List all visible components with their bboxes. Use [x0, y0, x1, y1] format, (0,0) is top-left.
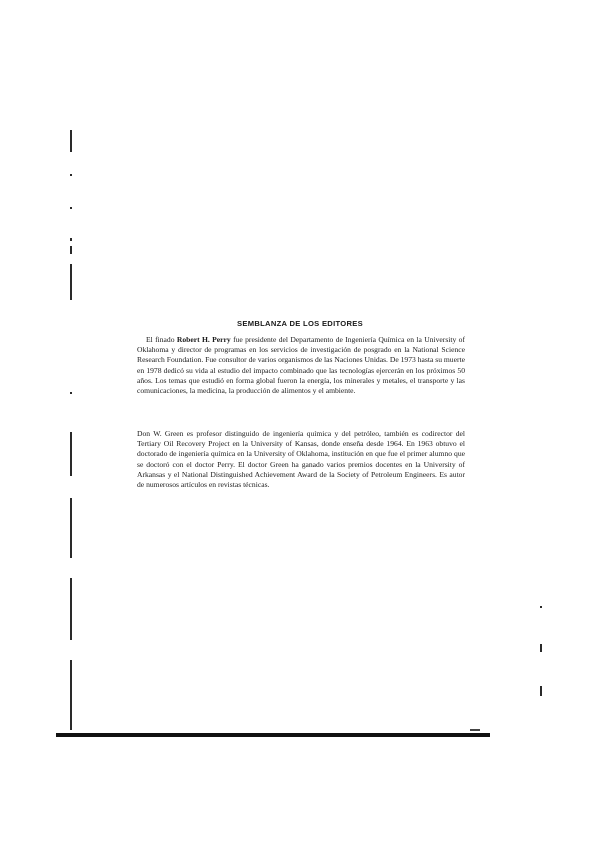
- bio-intro: El finado: [146, 335, 175, 344]
- editor-name-perry: Robert H. Perry: [176, 335, 231, 344]
- scan-artifact-dot: [70, 174, 72, 176]
- bio-body: fue presidente del Departamento de Ingeniería Química en la University of Oklahoma y director de programas en los servicios de investigación de posgrado en la National Science Research Foundation. Fue consultor de varios organismos de las Naciones Unidas. De 1973 hasta su muerte en 1978 dedicó su vida al estudio del impacto combinado que las tecnologías ejercerán en los próximos 50 años. Los temas que estudió en forma global fueron la energía, los minerales y metales, el transporte y las comunicaciones, la medicina, la producción de alimentos y el ambiente.: [137, 335, 465, 396]
- scan-artifact-bar: [70, 578, 72, 640]
- scan-artifact-bar: [540, 644, 542, 652]
- bottom-rule: [56, 733, 490, 737]
- scan-artifact-dot: [540, 606, 542, 608]
- scan-artifact-dot: [70, 392, 72, 394]
- scan-artifact-bar: [540, 686, 542, 696]
- scan-artifact-bar: [70, 264, 72, 300]
- page-title: SEMBLANZA DE LOS EDITORES: [236, 319, 364, 329]
- scan-artifact-dot: [70, 207, 72, 209]
- scan-artifact-dot: [70, 238, 72, 241]
- editor-bio-perry: [137, 335, 465, 396]
- scan-artifact-bar: [70, 130, 72, 152]
- bottom-rule-tail: [470, 729, 480, 731]
- scan-artifact-bar: [70, 246, 72, 254]
- editor-bio-green: Don W. Green es profesor distinguido de ingeniería química y del petróleo, también es codirector del Tertiary Oil Recovery Project en la University of Kansas, donde enseña desde 1964. En 1963 obtuvo el doctorado de ingeniería química en la University of Oklahoma, institución en que fue el primer alumno que se doctoró con el doctor Perry. El doctor Green ha ganado varios premios docentes en la University of Arkansas y el National Distinguished Achievement Award de la Society of Petroleum Engineers. Es autor de numerosos artículos en revistas técnicas.: [137, 429, 465, 490]
- scan-artifact-bar: [70, 432, 72, 476]
- scan-artifact-bar: [70, 660, 72, 730]
- scan-artifact-bar: [70, 498, 72, 558]
